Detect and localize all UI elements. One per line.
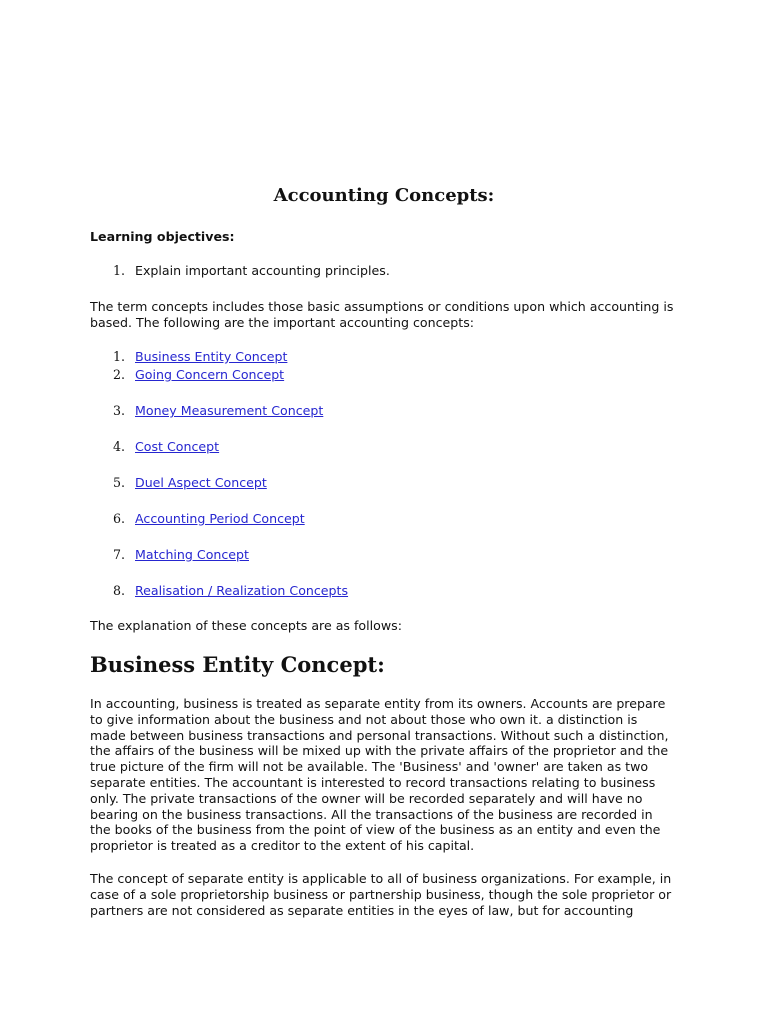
paragraph-line: separate entities. The accountant is interested to record transactions relating to business [90,774,656,790]
paragraph-line: The concept of separate entity is applicable to all of business organizations. For example, in [90,871,672,886]
link-duel-aspect-concept[interactable]: Duel Aspect Concept [135,475,267,490]
list-number: 5. [112,475,125,490]
paragraph-business-entity [90,696,682,854]
list-number: 1. [112,349,125,364]
objective-text: Explain important accounting principles. [135,263,390,278]
learning-objectives-label: Learning objectives: [90,229,235,244]
paragraph-line: true picture of the firm will not be available. The 'Business' and 'owner' are taken as two [90,759,649,775]
link-accounting-period-concept[interactable]: Accounting Period Concept [135,511,305,526]
concept-item [90,403,690,419]
paragraph-line: to give information about the business and not about those who own it. a distinction is [90,711,638,727]
intro-paragraph [90,299,682,331]
link-realisation-concepts[interactable]: Realisation / Realization Concepts [135,583,349,598]
list-number: 2. [112,367,125,382]
list-number: 4. [112,439,125,454]
list-number: 1. [112,263,125,278]
list-number: 6. [112,511,125,526]
document-title: Accounting Concepts: [273,185,495,206]
list-number: 8. [112,583,125,598]
link-cost-concept[interactable]: Cost Concept [135,439,220,454]
concept-item [90,439,690,455]
paragraph-line: bearing on the business transactions. All the transactions of the business are recorded in [90,806,653,822]
concept-item [90,547,690,563]
concept-item [90,511,690,527]
concept-item [90,349,690,365]
link-going-concern-concept[interactable]: Going Concern Concept [135,367,285,382]
paragraph-line: made between business transactions and personal transactions. Without such a distinction, [90,727,669,743]
concept-item [90,583,690,599]
paragraph-line: proprietor is treated as a creditor to the extent of his capital. [90,838,475,854]
link-matching-concept[interactable]: Matching Concept [135,547,249,562]
objective-item [90,263,690,279]
intro-line: The term concepts includes those basic assumptions or conditions upon which accounting is [90,299,674,314]
concept-item [90,367,690,383]
paragraph-line: the affairs of the business will be mixed up with the private affairs of the proprietor and the [90,743,669,759]
paragraph-line: In accounting, business is treated as separate entity from its owners. Accounts are prepare [90,696,666,711]
link-money-measurement-concept[interactable]: Money Measurement Concept [135,403,324,418]
list-number: 7. [112,547,125,562]
explanation-intro [90,618,682,634]
intro-line: based. The following are the important accounting concepts: [90,314,474,330]
paragraph-separate-entity [90,871,682,918]
paragraph-line: case of a sole proprietorship business or partnership business, though the sole proprietor or [90,886,672,902]
concept-item [90,475,690,491]
explanation-intro-text: The explanation of these concepts are as follows: [90,618,402,633]
paragraph-line: the books of the business from the point of view of the business as an entity and even the [90,822,661,838]
list-number: 3. [112,403,125,418]
section-heading: Business Entity Concept: [90,652,385,677]
paragraph-line: partners are not considered as separate entities in the eyes of law, but for accounting [90,902,634,918]
link-business-entity-concept[interactable]: Business Entity Concept [135,349,288,364]
paragraph-line: only. The private transactions of the owner will be recorded separately and will have no [90,790,643,806]
